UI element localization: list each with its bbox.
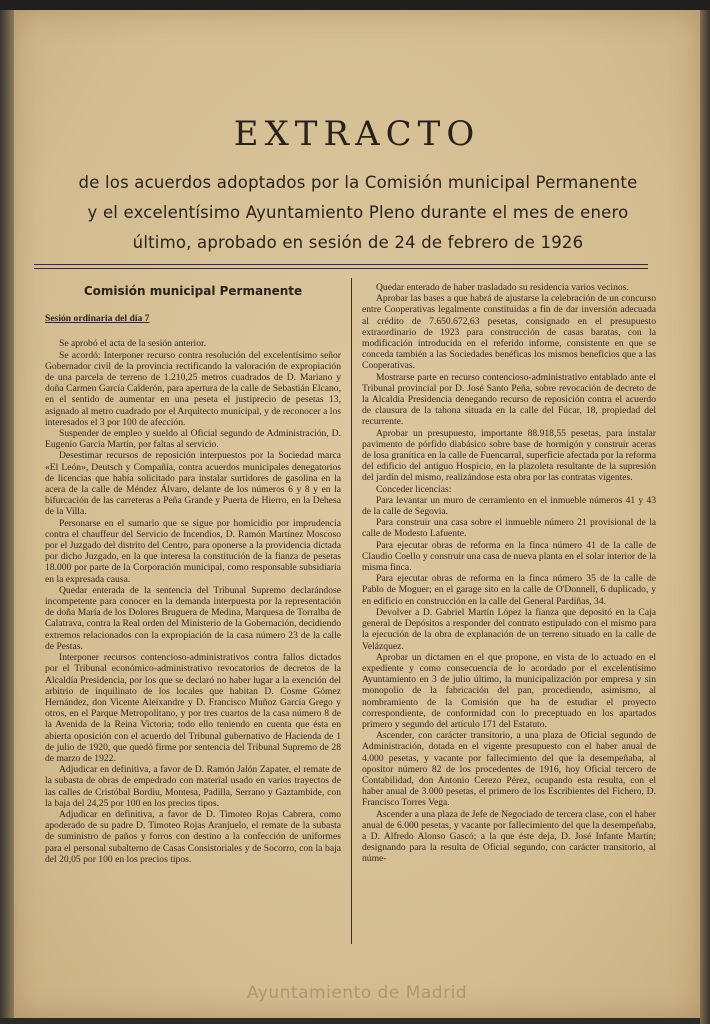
paragraph: Ascender, con carácter transitorio, a una plaza de Oficial segundo de Administración, dotada en el vigente presupuesto con el haber anual de 4.000 pesetas, y vacante por fallecimiento del que la desempeñaba, al opositor número 82 de los procedentes de 1916, hoy Oficial tercero de Contabilidad, don Antonio Cerezo Pérez, ocupando esta resulta, con el haber anual de 3.000 pesetas, el primero de los Escribientes del Fichero, D. Francisco Torres Vega. bbox=[362, 730, 656, 809]
section-heading: Comisión municipal Permanente bbox=[83, 284, 303, 298]
column-divider bbox=[351, 278, 352, 944]
document-subtitle bbox=[52, 168, 664, 258]
paragraph: Aprobar un presupuesto, importante 88.918,55 pesetas, para instalar pavimento de pórfido diabásico sobre base de hormigón y construir aceras de losa granítica en la calle de Fuencarral, superficie afectada por la reforma del edificio del antiguo Hospicio, en la plazoleta resultante de la supresión del jardín del mismo, realizándose esta obra por las contratas vigentes. bbox=[362, 427, 656, 484]
session-heading bbox=[45, 313, 341, 324]
subtitle-line: de los acuerdos adoptados por la Comisión municipal Permanente bbox=[78, 173, 638, 192]
paragraph: Suspender de empleo y sueldo al Oficial segundo de Administración, D. Eugenio García Martín, por faltas al servicio. bbox=[45, 428, 341, 451]
subtitle-line: último, aprobado en sesión de 24 de febrero de 1926 bbox=[132, 233, 584, 252]
top-border bbox=[0, 0, 710, 10]
document-page bbox=[12, 10, 702, 1018]
paragraph: Se acordó: Interponer recurso contra resolución del excelentísimo señor Gobernador civil de la provincia rectificando la valoración de expropiación de una parcela de terreno de 1.210,25 metros cuadrados de D. Mariano y doña Carmen García Calderón, para apertura de la calle de Sebastián Elcano, en el sentido de aumentar en una peseta el justiprecio de pesetas 13, asignado al metro cuadrado por el Arquitecto municipal, y de reconocer a los interesados el 3 por 100 de afección. bbox=[45, 349, 341, 428]
paragraph: Para ejecutar obras de reforma en la finca número 35 de la calle de Pablo de Moguer; en el garage sito en la calle de O'Donnell, 6 duplicado, y en edificio en construcción en la calle del General Pardiñas, 34. bbox=[362, 573, 656, 607]
paragraph: Para levantar un muro de cerramiento en el inmueble números 41 y 43 de la calle de Segovia. bbox=[362, 494, 656, 518]
paragraph: Aprobar un dictamen en el que propone, en vista de lo actuado en el expediente y como consecuencia de lo acordado por el excelentísimo Ayuntamiento en 3 de julio último, la municipalización por empresa y sin monopolio de la fabricación del pan, procediendo, asimismo, al nombramiento de la Comisión que ha de estudiar el proyecto correspondiente, de conformidad con lo preceptuado en los apartados primero y segundo del artículo 171 del Estatuto. bbox=[362, 651, 656, 730]
paragraph: Adjudicar en definitiva, a favor de D. Ramón Jalón Zapater, el remate de la subasta de obras de empedrado con material usado en varios trayectos de las calles de Cristóbal Bordiu, Montesa, Padilla, Serrano y Gaztambide, con la baja del 24,25 por 100 en los precios tipos. bbox=[45, 764, 341, 809]
right-column bbox=[362, 282, 656, 865]
paragraph: Personarse en el sumario que se sigue por homicidio por imprudencia contra el chauffeur del Servicio de Incendios, D. Ramón Martínez Moscoso por el Juzgado del distrito del Centro, para oponerse a la providencia dictada por dicho Juzgado, en la que interesa la constitución de la fianza de pesetas 18.000 por parte de la Corporación municipal, como responsable subsidiaria en la expresada causa. bbox=[45, 517, 341, 585]
subtitle-line: y el excelentísimo Ayuntamiento Pleno durante el mes de enero bbox=[87, 203, 629, 222]
paragraph: Quedar enterado de haber trasladado su residencia varios vecinos. bbox=[376, 282, 629, 293]
paragraph: Se aprobó el acta de la sesión anterior. bbox=[59, 338, 207, 350]
header-rule bbox=[34, 264, 648, 265]
session-label: Sesión ordinaria del día 7 bbox=[45, 313, 150, 325]
watermark: Ayuntamiento de Madrid bbox=[246, 983, 468, 1003]
paragraph: Para construir una casa sobre el inmueble número 21 provisional de la calle de Modesto Lafuente. bbox=[362, 517, 656, 540]
book-spine bbox=[0, 10, 14, 1018]
paragraph: Desestimar recursos de reposición interpuestos por la Sociedad marca «El León», Deutsch y Compañía, contra acuerdos municipales denegatorios de licencias que había solicitado para instalar surtidores de gasolina en la acera de la calle de Méndez Álvaro, delante de los números 6 y 8 y en la bifurcación de las carreteras a Peña Grande y Puerta de Hierro, en la Dehesa de la Villa. bbox=[45, 450, 341, 518]
paragraph: Interponer recursos contencioso-administrativos contra fallos dictados por el Tribunal económico-administrativo revocatorios de decretos de la Alcaldía Presidencia, por los que se declaró no haber lugar a la exención del arbitrio de inquilinato de los locales que habitan D. Cosme Gómez Hernández, don Vicente Aleixandre y D. Francisco Muñoz García Grego y otros, en el Parque Metropolitano, y por tres cuartos de la casa número 8 de la Avenida de la Reina Victoria; todo ello teniendo en cuenta que ésta en abierta oposición con el acuerdo del Tribunal gubernativo de Hacienda de 1 de julio de 1920, que quedó firme por sentencia del Tribunal Supremo de 28 de marzo de 1922. bbox=[45, 652, 341, 764]
paragraph: Devolver a D. Gabriel Martín López la fianza que depositó en la Caja general de Depósitos a responder del contrato estipulado con el mismo para la ejecución de la obra de explanación de un terreno situado en la calle de Velázquez. bbox=[362, 606, 656, 652]
paragraph: Conceder licencias: bbox=[376, 483, 452, 495]
header-rule-thin bbox=[34, 268, 648, 269]
left-column bbox=[45, 282, 341, 865]
paragraph: Quedar enterada de la sentencia del Tribunal Supremo declarándose incompetente para conocer en la demanda interpuesta por la representación de doña María de los Dolores Bruguera de Medina, Marquesa de Torralba de Calatrava, contra la Real orden del Ministerio de la Gobernación, decidiendo extremos relacionados con la expropiación de la casa número 23 de la calle de Pestas. bbox=[45, 584, 341, 652]
paragraph: Para ejecutar obras de reforma en la finca número 41 de la calle de Claudio Coello y construir una casa de nueva planta en el solar interior de la misma finca. bbox=[362, 539, 656, 574]
paragraph: Adjudicar en definitiva, a favor de D. Timoteo Rojas Cabrera, como apoderado de su padre D. Timoteo Rojas Aranjuelo, el remate de la subasta de suministro de paños y forros con destino a la confección de uniformes para el personal subalterno de Casas Consistoriales y de Socorro, con la baja del 20,05 por 100 en los precios tipos. bbox=[45, 808, 341, 865]
paragraph: Ascender a una plaza de Jefe de Negociado de tercera clase, con el haber anual de 6.000 pesetas, y vacante por fallecimiento del que la desempeñaba, a D. Alfredo Alonso Gascó; a la que éste deja, D. José Infante Martín; designando para la resulta de Oficial segundo, con carácter transitorio, al núme- bbox=[362, 808, 656, 865]
page-edge bbox=[700, 10, 710, 1024]
paragraph: Mostrarse parte en recurso contencioso-administrativo entablado ante el Tribunal provincial por D. José Santo Peña, sobre revocación de decreto de la Alcaldía Presidencia denegando recurso de reposición contra el acuerdo de clausura de la tahona situada en la calle del Fúcar, 18, propiedad del recurrente. bbox=[362, 371, 656, 428]
paragraph: Aprobar las bases a que habrá de ajustarse la celebración de un concurso entre Cooperativas legalmente constituidas a fin de dar inversión adecuada al crédito de 7.650.672,63 pesetas, consignado en el presupuesto extraordinario de 1923 para construcción de casas baratas, con la modificación introducida en el referido informe, consistente en que se conceda también a las Sociedades benéficas los mismos beneficios que a las Cooperativas. bbox=[362, 293, 656, 372]
document-title: EXTRACTO bbox=[233, 114, 481, 154]
